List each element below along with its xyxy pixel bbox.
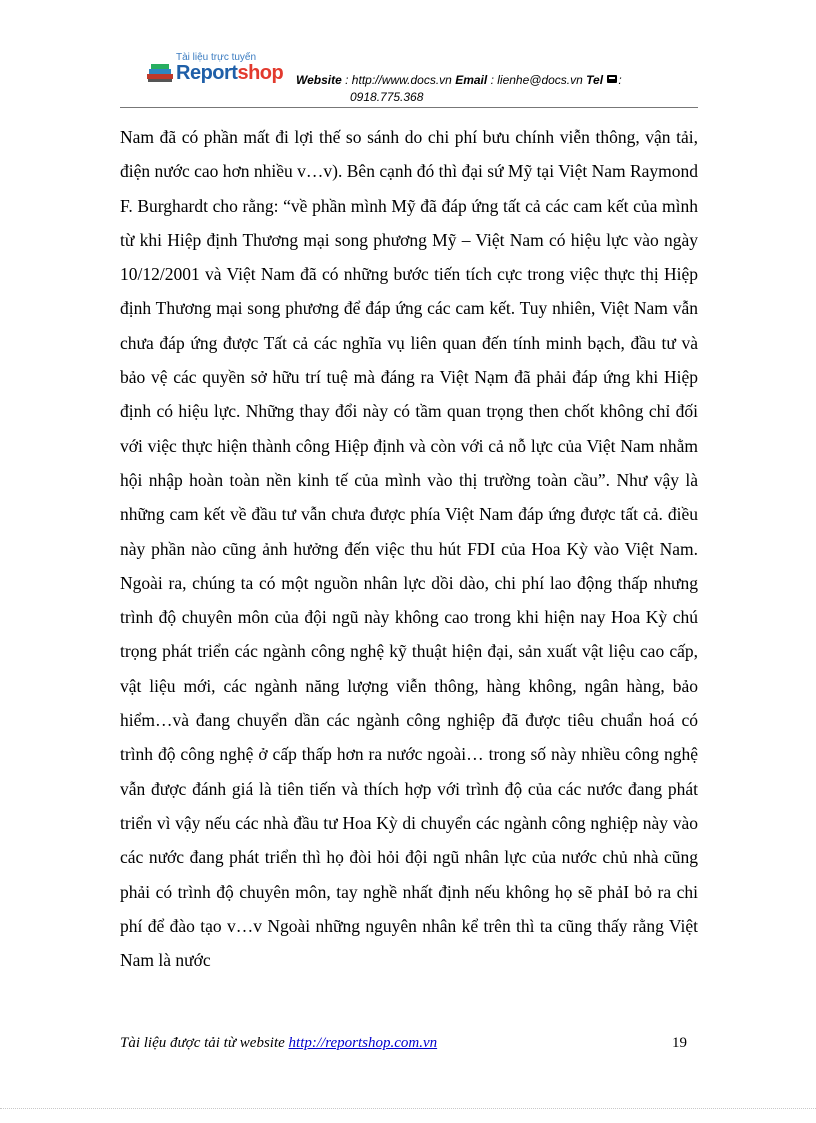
- page-number: 19: [672, 1035, 687, 1051]
- header-divider: [120, 107, 698, 108]
- logo-wordmark: Reportshop: [176, 62, 284, 84]
- website-url[interactable]: : http://www.docs.vn: [345, 73, 452, 87]
- footer-source: [120, 1035, 437, 1052]
- tel-label: Tel: [586, 73, 604, 87]
- reportshop-logo[interactable]: [146, 52, 296, 88]
- email-value[interactable]: : lienhe@docs.vn: [490, 73, 583, 87]
- phone-number: 0918.775.368: [350, 90, 424, 104]
- website-label: Website: [296, 73, 342, 87]
- books-icon: [146, 60, 174, 84]
- footer-source-label: Tài liệu được tải từ website: [120, 1035, 285, 1051]
- email-label: Email: [455, 73, 488, 87]
- page-header: [120, 52, 698, 110]
- logo-tagline: Tài liệu trực tuyến: [176, 52, 257, 63]
- contact-line: Website : http://www.docs.vn Email : lienhe@docs.vn Tel :: [296, 73, 622, 87]
- phone-icon: [606, 73, 618, 85]
- footer-source-link[interactable]: http://reportshop.com.vn: [288, 1035, 438, 1051]
- body-paragraph: Nam đã có phần mất đi lợi thế so sánh do chi phí bưu chính viễn thông, vận tải, điện nước cao hơn nhiều v…v). Bên cạnh đó thì đại sứ Mỹ tại Việt Nam Raymond F. Burghardt cho rằng: “về phần mình Mỹ đã đáp ứng tất cả các cam kết của mình từ khi Hiệp định Thương mại song phương Mỹ – Việt Nam có hiệu lực vào ngày 10/12/2001 và Việt Nam đã có những bước tiến tích cực trong việc thực thị Hiệp định Thương mại song phương để đáp ứng các cam kết. Tuy nhiên, Việt Nam vẫn chưa đáp ứng được Tất cả các nghĩa vụ liên quan đến tính minh bạch, đầu tư và bảo vệ các quyền sở hữu trí tuệ mà đáng ra Việt Nạm đã phải đáp ứng khi Hiệp định có hiệu lực. Những thay đổi này có tầm quan trọng then chốt không chỉ đối với việc thực hiện thành công Hiệp định và còn với cả nỗ lực của Việt Nam nhằm hội nhập hoàn toàn nền kinh tế của mình vào thị trường toàn cầu”. Như vậy là những cam kết về đầu tư vẫn chưa được phía Việt Nam đáp ứng được tất cả. điều này phần nào cũng ảnh hưởng đến việc thu hút FDI của Hoa Kỳ vào Việt Nam. Ngoài ra, chúng ta có một nguồn nhân lực dồi dào, chi phí lao động thấp nhưng trình độ chuyên môn của đội ngũ này không cao trong khi hiện nay Hoa Kỳ chú trọng phát triển các ngành công nghệ kỹ thuật hiện đại, sản xuất vật liệu cao cấp, vật liệu mới, các ngành năng lượng viễn thông, hàng không, ngân hàng, bảo hiểm…và đang chuyển dần các ngành công nghiệp đã được tiêu chuẩn hoá có trình độ công nghệ ở cấp thấp hơn ra nước ngoài… trong số này nhiều công nghệ vẫn được đánh giá là tiên tiến và thích hợp với trình độ của các nước đang phát triển vì vậy nếu các nhà đầu tư Hoa Kỳ di chuyển các ngành công nghiệp này vào các nước đang phát triển thì họ đòi hỏi đội ngũ nhân lực của nước chủ nhà cũng phải có trình độ chuyên môn, tay nghề nhất định nếu không họ sẽ phảI bỏ ra chi phí để đào tạo v…v Ngoài những nguyên nhân kể trên thì ta cũng thấy rằng Việt Nam là nước: [120, 127, 699, 971]
- page-bottom-divider: [0, 1108, 816, 1109]
